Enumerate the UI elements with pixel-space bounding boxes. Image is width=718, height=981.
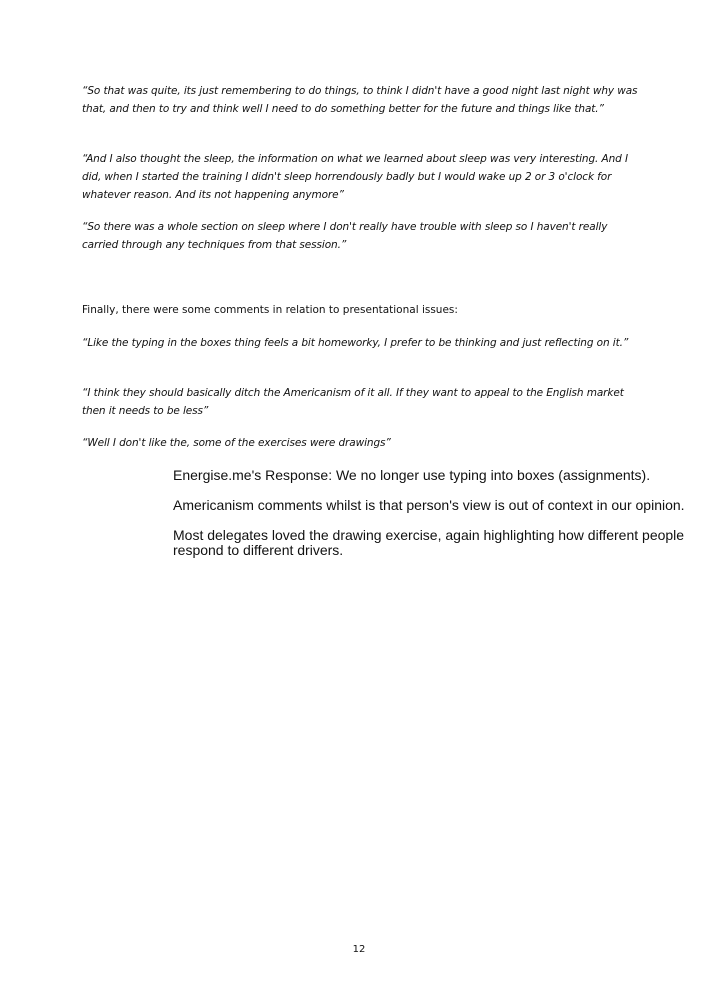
quote-typing-boxes: “Like the typing in the boxes thing feels a bit homeworky, I prefer to be thinking and just reflecting on it.” — [82, 337, 629, 349]
response-typing-boxes: Energise.me's Response: We no longer use typing into boxes (assignments). — [173, 467, 651, 483]
quote-americanism: “I think they should basically ditch the Americanism of it all. If they want to appeal to the English market then it needs to be less” — [82, 387, 624, 417]
quote-good-night: “So that was quite, its just remembering to do things, to think I didn't have a good night last night why was that, and then to try and think well I need to do something better for the future and things like that.” — [82, 85, 638, 115]
presentational-intro: Finally, there were some comments in relation to presentational issues: — [82, 304, 458, 316]
quote-sleep-information: “And I also thought the sleep, the information on what we learned about sleep was very interesting. And I did, when I started the training I didn't sleep horrendously badly but I would wake up 2 or 3 o'clock for whatever reason. And its not happening anymore” — [82, 153, 628, 201]
quote-sleep-section: “So there was a whole section on sleep where I don't really have trouble with sleep so I haven't really carried through any techniques from that session.” — [82, 221, 608, 251]
response-americanism: Americanism comments whilst is that person's view is out of context in our opinion. — [173, 497, 685, 513]
page-number: 12 — [352, 944, 366, 955]
quote-drawings: “Well I don't like the, some of the exercises were drawings” — [82, 437, 391, 449]
response-drawing-exercise: Most delegates loved the drawing exercise, again highlighting how different people respond to different drivers. — [173, 527, 685, 558]
